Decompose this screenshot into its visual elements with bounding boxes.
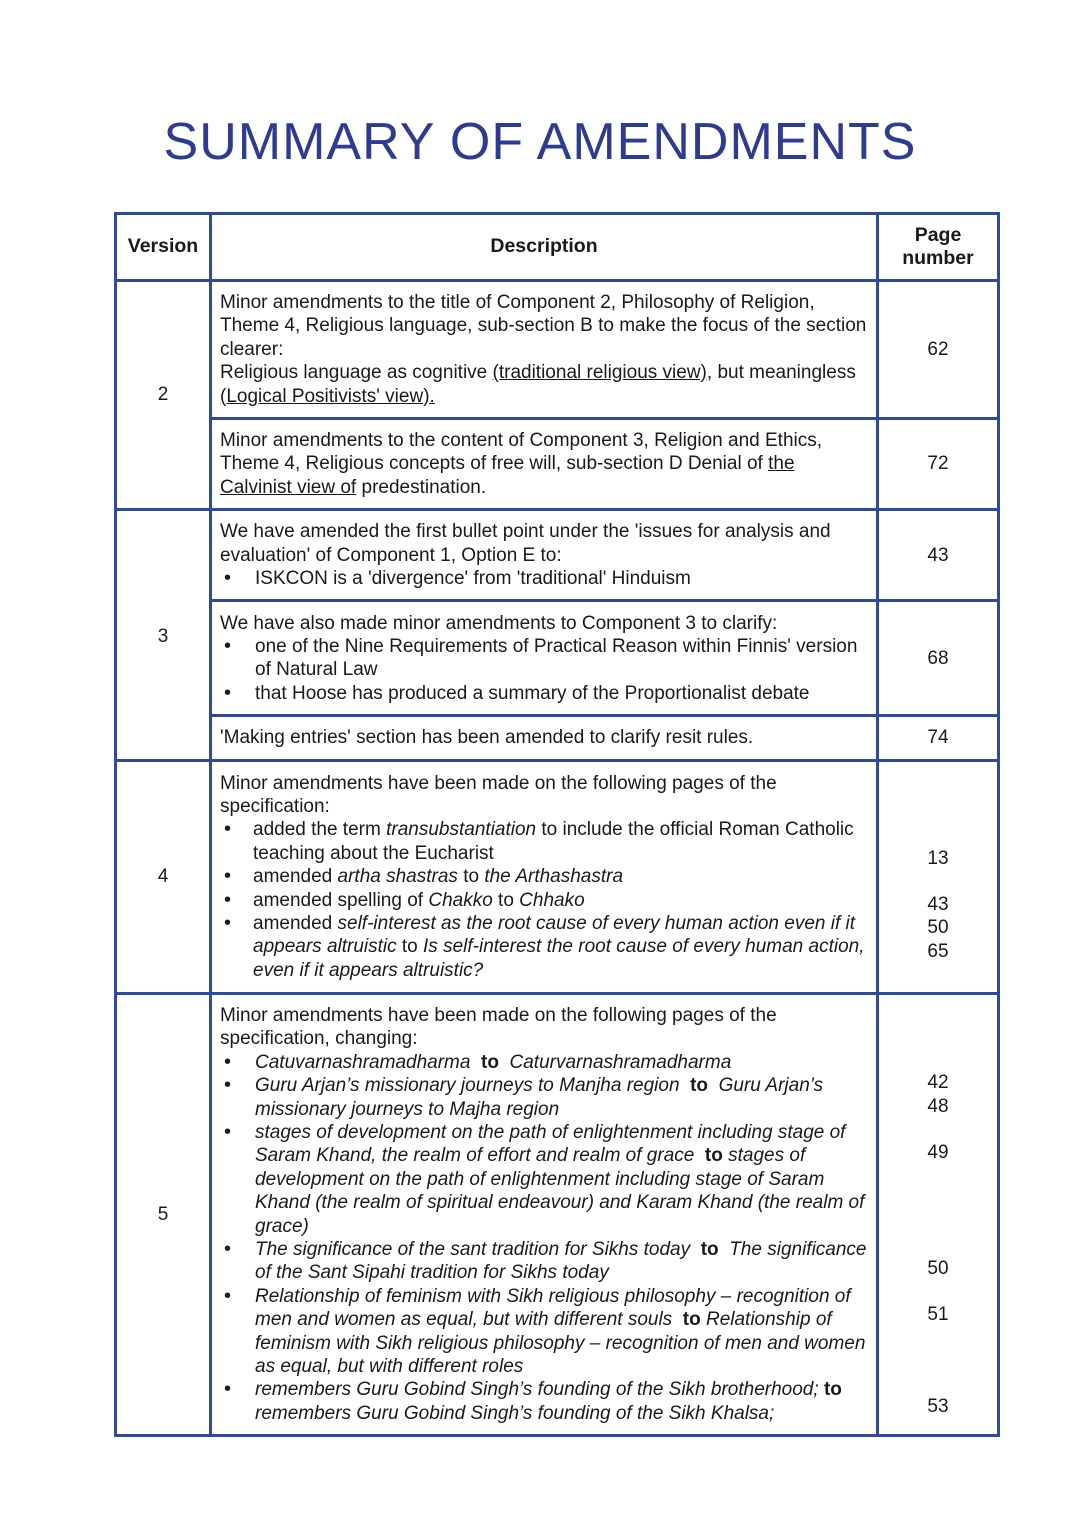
list-item — [220, 1121, 868, 1238]
italic-term: Guru Arjan’s missionary journeys to Majha region — [255, 1075, 824, 1120]
list-item: • ISKCON is a 'divergence' from 'traditional' Hinduism — [220, 567, 868, 590]
list-item-text: added the term — [253, 819, 387, 841]
table-row — [116, 716, 999, 760]
page-number: 65 — [927, 940, 949, 962]
page-number-cell: 68 — [878, 601, 999, 716]
italic-term: Relationship of feminism with Sikh religious philosophy – recognition of men and women as equal, but with different souls — [255, 1285, 851, 1331]
italic-term: Is self-interest the root cause of every human action, even if it appears altruistic? — [253, 936, 865, 981]
description-text: We have amended the first bullet point under the 'issues for analysis and evaluation' of Component 1, Option E to: — [220, 521, 831, 566]
italic-term: remembers Guru Gobind Singh’s founding of the Sikh Khalsa; — [255, 1402, 775, 1424]
italic-term: the Arthashastra — [484, 866, 624, 888]
list-item-text: to include the official Roman Catholic teaching about the Eucharist — [253, 819, 854, 864]
list-item — [220, 865, 868, 888]
version-cell: 3 — [116, 510, 211, 761]
list-item-text: to — [492, 889, 520, 911]
description-text: Minor amendments have been made on the following pages of the specification: — [220, 772, 777, 817]
italic-term: Guru Arjan’s missionary journeys to Manjha region — [255, 1075, 680, 1097]
italic-term: remembers Guru Gobind Singh’s founding of the Sikh brotherhood; — [255, 1379, 819, 1401]
page-number: 50 — [927, 1257, 949, 1279]
list-item — [220, 889, 868, 912]
header-page-number: Page number — [878, 214, 999, 281]
italic-term: stages of development on the path of enlightenment including stage of Saram Khand (the realm of spiritual endeavour) and Karam Khand (the realm of grace) — [255, 1145, 865, 1237]
to-word: to — [823, 1379, 842, 1401]
description-text: Minor amendments to the content of Component 3, Religion and Ethics, Theme 4, Religious concepts of free will, sub-section D Denial of — [220, 430, 823, 475]
italic-term: stages of development on the path of enlightenment including stage of Saram Khand, the realm of effort and realm of grace — [255, 1121, 846, 1167]
list-item-text: to — [457, 866, 485, 888]
description-cell — [211, 510, 878, 601]
version-cell: 4 — [116, 760, 211, 993]
table-row — [116, 993, 999, 1435]
page-number: 51 — [927, 1303, 949, 1325]
page-number: 42 — [927, 1072, 949, 1094]
to-word: to — [682, 1309, 701, 1331]
list-item-text: amended — [253, 912, 338, 934]
table-row — [116, 281, 999, 419]
page-number: 13 — [927, 847, 949, 869]
page-number: 48 — [927, 1095, 949, 1117]
bullet-list — [220, 1051, 868, 1426]
table-row — [116, 510, 999, 601]
italic-term: The significance of the sant tradition for Sikhs today — [255, 1238, 691, 1260]
table-row — [116, 760, 999, 993]
description-text: but meaningless — [712, 362, 856, 384]
list-item — [220, 818, 868, 865]
description-text: We have also made minor amendments to Component 3 to clarify: — [220, 612, 778, 634]
table-header-row — [116, 214, 999, 281]
description-cell — [211, 993, 878, 1435]
list-item: • that Hoose has produced a summary of the Proportionalist debate — [220, 682, 868, 705]
to-word: to — [700, 1238, 719, 1260]
header-description: Description — [211, 214, 878, 281]
bullet-list — [220, 567, 868, 590]
bullet-list — [220, 818, 868, 982]
description-text: Minor amendments to the title of Component 2, Philosophy of Religion, Theme 4, Religious language, sub-section B to make the focus of the section clearer: — [220, 292, 867, 360]
list-item-text: amended — [253, 866, 338, 888]
italic-term: Caturvarnashramadharma — [509, 1051, 732, 1073]
italic-term: transubstantiation — [386, 819, 537, 841]
version-cell: 5 — [116, 993, 211, 1435]
description-text: predestination. — [356, 476, 487, 498]
underlined-text: (Logical Positivists' view). — [220, 385, 435, 407]
description-cell — [211, 419, 878, 510]
description-cell — [211, 601, 878, 716]
list-item — [220, 1238, 868, 1285]
description-cell — [211, 281, 878, 419]
bullet-list — [220, 635, 868, 705]
page-number: 43 — [927, 893, 949, 915]
page-number-cell: 72 — [878, 419, 999, 510]
description-cell — [211, 760, 878, 993]
italic-term: The significance of the Sant Sipahi tradition for Sikhs today — [255, 1238, 867, 1284]
to-word: to — [481, 1051, 499, 1073]
page-number-cell — [878, 760, 999, 993]
page-number: 53 — [927, 1396, 949, 1418]
italic-term: Catuvarnashramadharma — [255, 1051, 471, 1073]
list-item-text: amended spelling of — [253, 889, 429, 911]
table-row — [116, 419, 999, 510]
italic-term: self-interest as the root cause of every human action even if it appears altruistic — [253, 912, 856, 958]
description-cell: 'Making entries' section has been amended to clarify resit rules. — [211, 716, 878, 760]
list-item — [220, 1051, 868, 1074]
page-title: SUMMARY OF AMENDMENTS — [163, 113, 917, 171]
page-number-cell: 43 — [878, 510, 999, 601]
description-text: Religious language as cognitive — [220, 362, 493, 384]
page-number: 50 — [927, 917, 949, 939]
description-text: Minor amendments have been made on the following pages of the specification, changing: — [220, 1004, 777, 1050]
to-word: to — [704, 1145, 723, 1167]
page-number-cell: 74 — [878, 716, 999, 760]
list-item — [220, 912, 868, 982]
italic-term: Relationship of feminism with Sikh religious philosophy – recognition of men and women as equal, but with different roles — [255, 1309, 866, 1377]
list-item — [220, 1378, 868, 1425]
italic-term: Chhako — [519, 889, 585, 911]
underlined-text: the Calvinist view of — [220, 453, 795, 498]
version-cell: 2 — [116, 281, 211, 510]
italic-term: artha shastras — [337, 866, 458, 888]
list-item: • one of the Nine Requirements of Practical Reason within Finnis' version of Natural Law — [220, 635, 868, 682]
table-row — [116, 601, 999, 716]
list-item-text: to — [396, 936, 424, 958]
list-item — [220, 1285, 868, 1379]
italic-term: Chakko — [428, 889, 493, 911]
amendments-table — [114, 212, 1000, 1437]
page-number-cell: 62 — [878, 281, 999, 419]
list-item — [220, 1074, 868, 1121]
underlined-text: (traditional religious view), — [492, 362, 713, 384]
page-number-cell — [878, 993, 999, 1435]
to-word: to — [690, 1075, 709, 1097]
header-version: Version — [116, 214, 211, 281]
page-number: 49 — [927, 1142, 949, 1164]
